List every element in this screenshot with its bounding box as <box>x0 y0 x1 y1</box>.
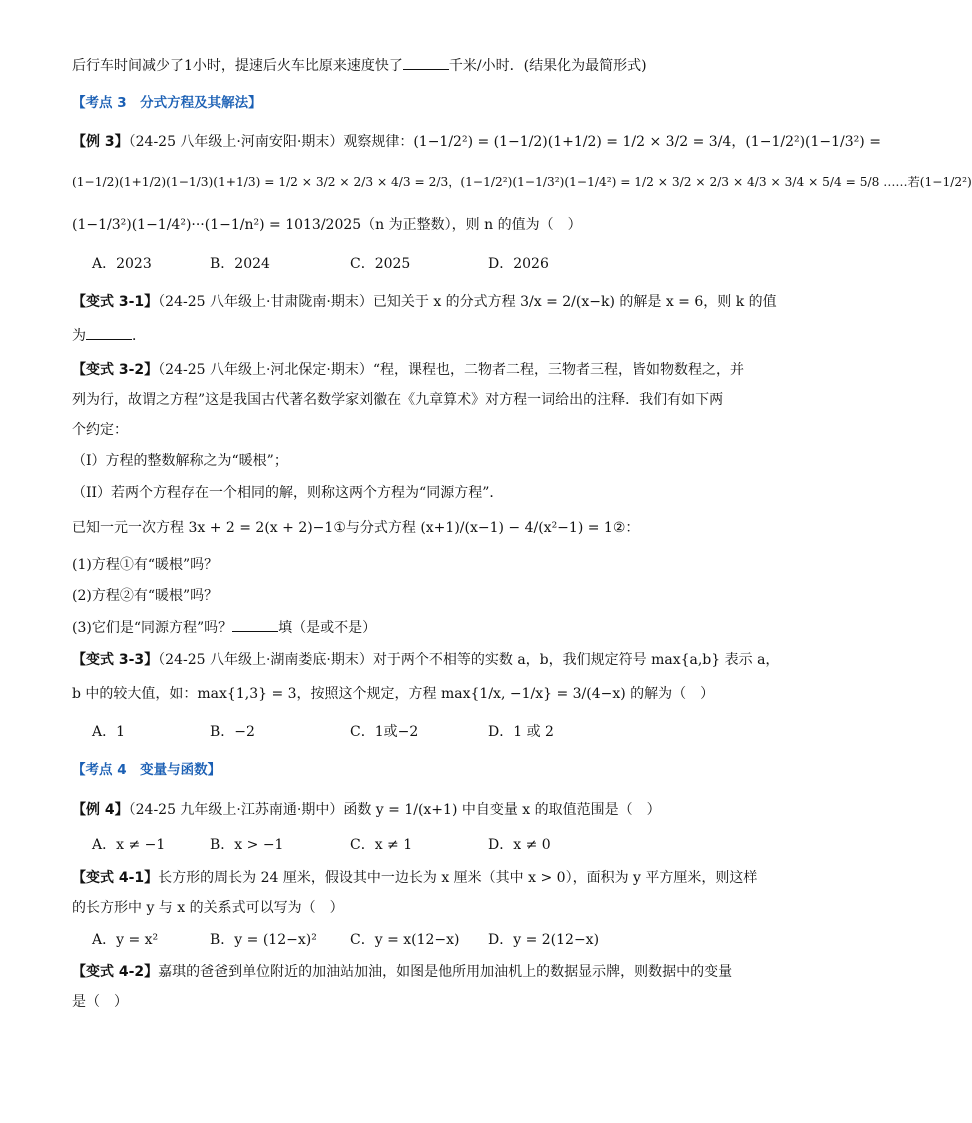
variant-3-3-line-2: b 中的较大值，如：max{1,3} = 3，按照这个规定，方程 max{1/x, −1/x} = 3/(4−x) 的解为（ ） <box>72 686 715 702</box>
option-d[interactable]: D．2026 <box>488 256 549 272</box>
example-3-line-3: (1−1/3²)(1−1/4²)···(1−1/n²) = 1013/2025（n 为正整数），则 n 的值为（ ） <box>72 217 582 233</box>
variant-3-2-line-2: 列为行，故谓之方程”这是我国古代著名数学家刘徽在《九章算术》对方程一词给出的注释．我们有如下两 <box>72 392 724 408</box>
example-4-line-1: 【例 4】（24-25 九年级上·江苏南通·期中）函数 y = 1/(x+1) 中自变量 x 的取值范围是（ ） <box>72 802 661 818</box>
variant-3-2-line-6: 已知一元一次方程 3x + 2 = 2(x + 2)−1①与分式方程 (x+1)/(x−1) − 4/(x²−1) = 1②： <box>72 520 640 536</box>
variant-3-1-line-2: 为 ． <box>72 325 734 346</box>
option-d[interactable]: D．1 或 2 <box>488 724 554 740</box>
variant-4-2-line-2: 是（ ） <box>72 994 128 1010</box>
option-b[interactable]: B．−2 <box>210 724 255 740</box>
option-b[interactable]: B．2024 <box>210 256 270 272</box>
option-a[interactable]: A．2023 <box>92 256 152 272</box>
variant-3-2-line-4: （I）方程的整数解称之为“暖根”； <box>72 453 288 469</box>
option-d[interactable]: D．y = 2(12−x) <box>488 932 600 948</box>
answer-blank[interactable] <box>403 55 449 70</box>
variant-3-2-q2: (2)方程②有“暖根”吗？ <box>72 588 219 604</box>
option-b[interactable]: B．y = (12−x)² <box>210 932 317 948</box>
variant-3-2-line-5: （II）若两个方程存在一个相同的解，则称这两个方程为“同源方程”． <box>72 485 504 501</box>
option-b[interactable]: B．x > −1 <box>210 837 284 853</box>
variant-3-2-q3: (3)它们是“同源方程”吗？ 填（是或不是） <box>72 617 734 638</box>
variant-3-2-line-3: 个约定： <box>72 422 128 438</box>
option-a[interactable]: A．y = x² <box>92 932 159 948</box>
answer-blank[interactable] <box>86 325 132 340</box>
option-c[interactable]: C．y = x(12−x) <box>350 932 460 948</box>
variant-4-1-line-1: 【变式 4-1】长方形的周长为 24 厘米，假设其中一边长为 x 厘米（其中 x > 0），面积为 y 平方厘米，则这样 <box>72 870 758 886</box>
option-c[interactable]: C．1或−2 <box>350 724 419 740</box>
option-c[interactable]: C．2025 <box>350 256 411 272</box>
text-line: 后行车时间减少了1小时，提速后火车比原来速度快了 千米/小时．(结果化为最简形式) <box>72 55 734 76</box>
example-3-line-1: 【例 3】（24-25 八年级上·河南安阳·期末）观察规律：(1−1/2²) = (1−1/2)(1+1/2) = 1/2 × 3/2 = 3/4，(1−1/2²)(1−1/3²) = <box>72 134 881 150</box>
answer-blank[interactable] <box>232 617 278 632</box>
option-c[interactable]: C．x ≠ 1 <box>350 837 413 853</box>
section-heading-3: 【考点 3 分式方程及其解法】 <box>72 95 262 111</box>
variant-4-1-line-2: 的长方形中 y 与 x 的关系式可以写为（ ） <box>72 900 344 916</box>
option-a[interactable]: A．1 <box>92 724 126 740</box>
section-heading-4: 【考点 4 变量与函数】 <box>72 762 222 778</box>
variant-3-3-line-1: 【变式 3-3】（24-25 八年级上·湖南娄底·期末）对于两个不相等的实数 a，b，我们规定符号 max{a,b} 表示 a， <box>72 652 780 668</box>
variant-3-1-line-1: 【变式 3-1】（24-25 八年级上·甘肃陇南·期末）已知关于 x 的分式方程 3/x = 2/(x−k) 的解是 x = 6，则 k 的值 <box>72 294 777 310</box>
variant-4-2-line-1: 【变式 4-2】嘉琪的爸爸到单位附近的加油站加油，如图是他所用加油机上的数据显示牌，则数据中的变量 <box>72 964 733 980</box>
variant-3-2-q1: (1)方程①有“暖根”吗？ <box>72 557 219 573</box>
option-a[interactable]: A．x ≠ −1 <box>92 837 166 853</box>
example-3-line-2: (1−1/2)(1+1/2)(1−1/3)(1+1/3) = 1/2 × 3/2 × 2/3 × 4/3 = 2/3，(1−1/2²)(1−1/3²)(1−1/4²) = 1/2 × 3/2 × 2/3 × 4/3 × 3/4 × 5/4 = 5/8 ……若(1−1/2²) <box>72 175 972 189</box>
variant-3-2-line-1: 【变式 3-2】（24-25 八年级上·河北保定·期末）“程，课程也，二物者二程，三物者三程，皆如物数程之，并 <box>72 362 745 378</box>
option-d[interactable]: D．x ≠ 0 <box>488 837 551 853</box>
